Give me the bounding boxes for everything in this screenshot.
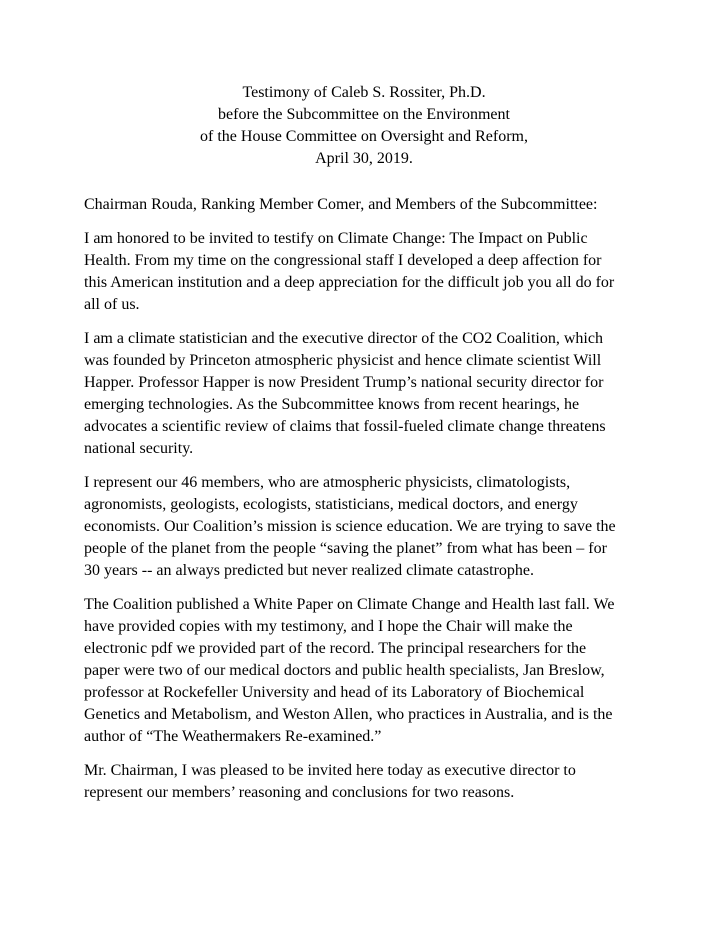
text-line: I am a climate statistician and the executive director of the CO2 Coalition, which [84,330,603,347]
paragraph-white-paper [84,594,644,748]
paragraph-statistician [84,328,644,460]
text-line: agronomists, geologists, ecologists, statisticians, medical doctors, and energy [84,496,578,513]
heading-line-title: Testimony of Caleb S. Rossiter, Ph.D. [242,84,486,101]
heading-line-subcommittee: before the Subcommittee on the Environment [218,106,510,123]
salutation: Chairman Rouda, Ranking Member Comer, and Members of the Subcommittee: [84,196,598,213]
text-line: Happer. Professor Happer is now President Trump’s national security director for [84,374,604,391]
text-line: was founded by Princeton atmospheric physicist and hence climate scientist Will [84,352,602,369]
text-line: emerging technologies. As the Subcommittee knows from recent hearings, he [84,396,580,413]
text-line: 30 years -- an always predicted but never realized climate catastrophe. [84,562,535,579]
text-line: Genetics and Metabolism, and Weston Allen, who practices in Australia, and is the [84,706,613,723]
text-line: I am honored to be invited to testify on Climate Change: The Impact on Public [84,230,588,247]
text-line: all of us. [84,296,140,313]
text-line: national security. [84,440,194,457]
text-line: electronic pdf we provided part of the record. The principal researchers for the [84,640,587,657]
text-line: advocates a scientific review of claims that fossil-fueled climate change threatens [84,418,606,435]
text-line: Health. From my time on the congressional staff I developed a deep affection for [84,252,602,269]
paragraph-chairman [84,760,644,804]
heading-line-committee: of the House Committee on Oversight and Reform, [200,128,528,145]
text-line: I represent our 46 members, who are atmospheric physicists, climatologists, [84,474,571,491]
heading-line-date: April 30, 2019. [315,150,413,167]
text-line: Mr. Chairman, I was pleased to be invited here today as executive director to [84,762,576,779]
text-line: professor at Rockefeller University and head of its Laboratory of Biochemical [84,684,585,701]
text-line: The Coalition published a White Paper on Climate Change and Health last fall. We [84,596,615,613]
testimony-heading [84,82,644,170]
text-line: have provided copies with my testimony, and I hope the Chair will make the [84,618,573,635]
text-line: this American institution and a deep appreciation for the difficult job you all do for [84,274,615,291]
document-page [84,82,644,804]
text-line: people of the planet from the people “saving the planet” from what has been – for [84,540,607,557]
text-line: paper were two of our medical doctors and public health specialists, Jan Breslow, [84,662,605,679]
paragraph-honored [84,228,644,316]
paragraph-members [84,472,644,582]
text-line: author of “The Weathermakers Re-examined.” [84,728,382,745]
text-line: economists. Our Coalition’s mission is science education. We are trying to save the [84,518,616,535]
text-line: represent our members’ reasoning and conclusions for two reasons. [84,784,515,801]
